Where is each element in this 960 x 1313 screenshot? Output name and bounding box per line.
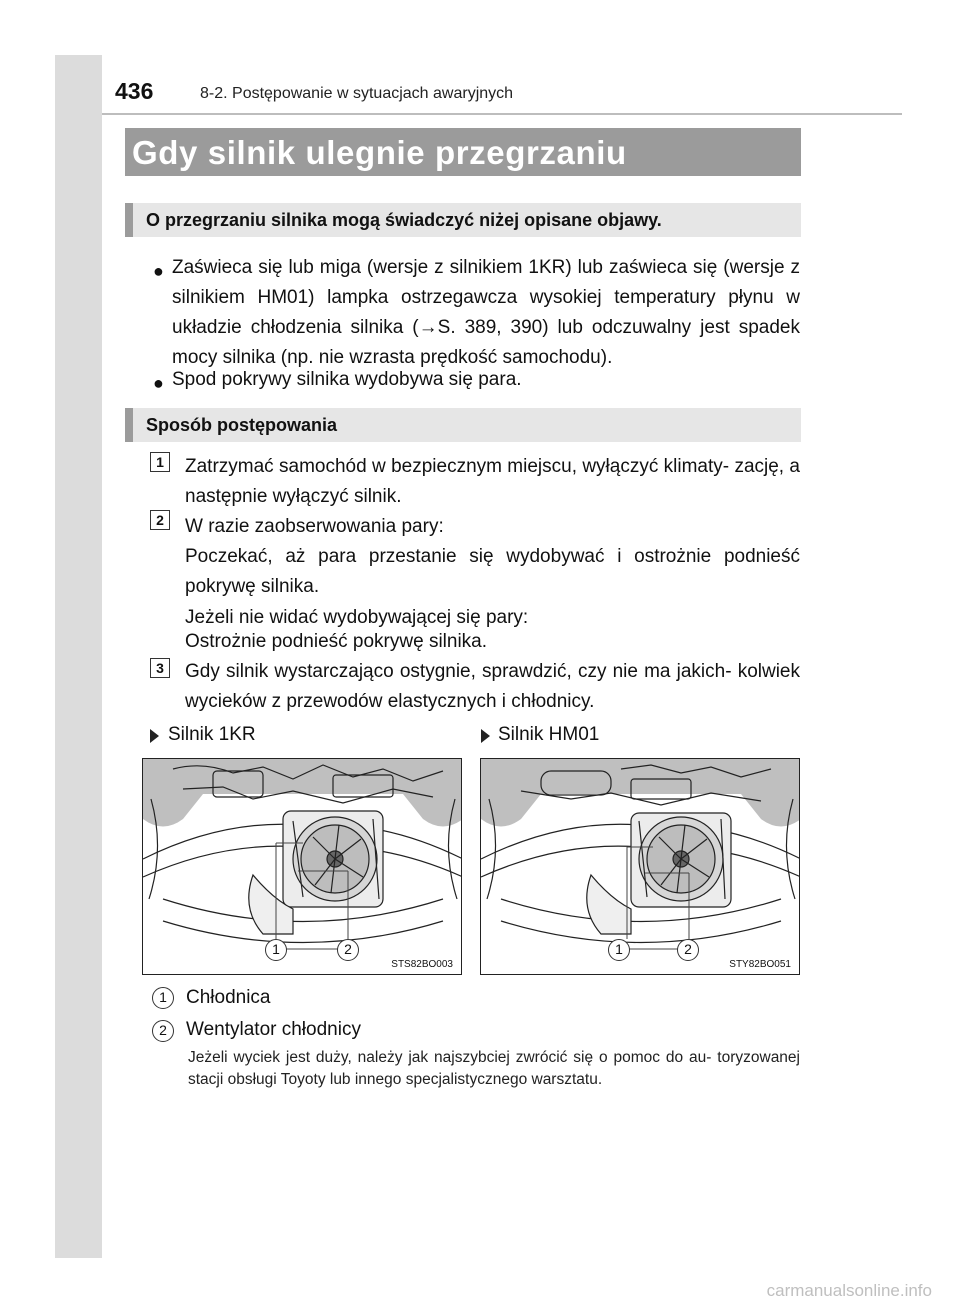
legend-text: Chłodnica: [186, 987, 271, 1008]
figure-code: STS82BO003: [391, 959, 453, 970]
note-text: Jeżeli wyciek jest duży, należy jak najszybciej zwrócić się o pomoc do au- toryzowanej stacji obsługi Toyoty lub innego specjalistycznego warsztatu.: [188, 1049, 800, 1088]
engine-photo-1kr: [142, 758, 462, 975]
engine-photo-hm01: [480, 758, 800, 975]
figure-label-1kr: Silnik 1KR: [168, 724, 256, 745]
triangle-marker-icon: [150, 729, 159, 743]
step-text: Zatrzymać samochód w bezpiecznym miejscu, wyłączyć klimaty- zację, a następnie wyłączyć silnik.: [185, 456, 800, 507]
page-number: 436: [115, 78, 154, 104]
engine-illustration: [143, 759, 462, 975]
page-margin-band: [55, 55, 102, 1258]
step-subtext: Poczekać, aż para przestanie się wydobywać i ostrożnie podnieść pokrywę silnika.: [185, 546, 800, 597]
step-subtext: Jeżeli nie widać wydobywającej się pary:: [185, 607, 529, 628]
triangle-marker-icon: [481, 729, 490, 743]
step-subtext: Ostrożnie podnieść pokrywę silnika.: [185, 631, 488, 652]
callout-2: 2: [337, 939, 359, 961]
symptom-item: Spod pokrywy silnika wydobywa się para.: [172, 369, 522, 390]
legend-number: 1: [152, 987, 174, 1009]
callout-2: 2: [677, 939, 699, 961]
legend-text: Wentylator chłodnicy: [186, 1019, 361, 1040]
engine-illustration: [481, 759, 800, 975]
bullet-icon: ●: [153, 373, 164, 393]
page-title: Gdy silnik ulegnie przegrzaniu: [132, 134, 627, 171]
step-number-badge: 1: [150, 452, 170, 472]
step-text: Gdy silnik wystarczająco ostygnie, sprawdzić, czy nie ma jakich- kolwiek wycieków z przewodów elastycznych i chłodnicy.: [185, 661, 800, 712]
watermark: carmanualsonline.info: [766, 1281, 932, 1300]
step-number-badge: 3: [150, 658, 170, 678]
callout-1: 1: [608, 939, 630, 961]
figure-label-hm01: Silnik HM01: [498, 724, 600, 745]
header-rule: [102, 113, 902, 115]
callout-1: 1: [265, 939, 287, 961]
section-heading: 8-2. Postępowanie w sytuacjach awaryjnych: [200, 85, 514, 102]
bullet-icon: ●: [153, 261, 164, 281]
symptom-item: Zaświeca się lub miga (wersje z silnikiem 1KR) lub zaświeca się (wersje z silnikiem HM01) lampka ostrzegawcza wysokiej temperatury płynu w układzie chłodzenia silnika (→S. 389, 390) lub odczuwalny jest spadek mocy silnika (np. nie wzrasta prędkość samochodu).: [172, 257, 800, 368]
step-text: W razie zaobserwowania pary:: [185, 516, 444, 537]
step-number-badge: 2: [150, 510, 170, 530]
procedure-heading: Sposób postępowania: [146, 415, 338, 435]
legend-number: 2: [152, 1020, 174, 1042]
symptoms-heading: O przegrzaniu silnika mogą świadczyć niżej opisane objawy.: [146, 210, 662, 230]
figure-code: STY82BO051: [729, 959, 791, 970]
